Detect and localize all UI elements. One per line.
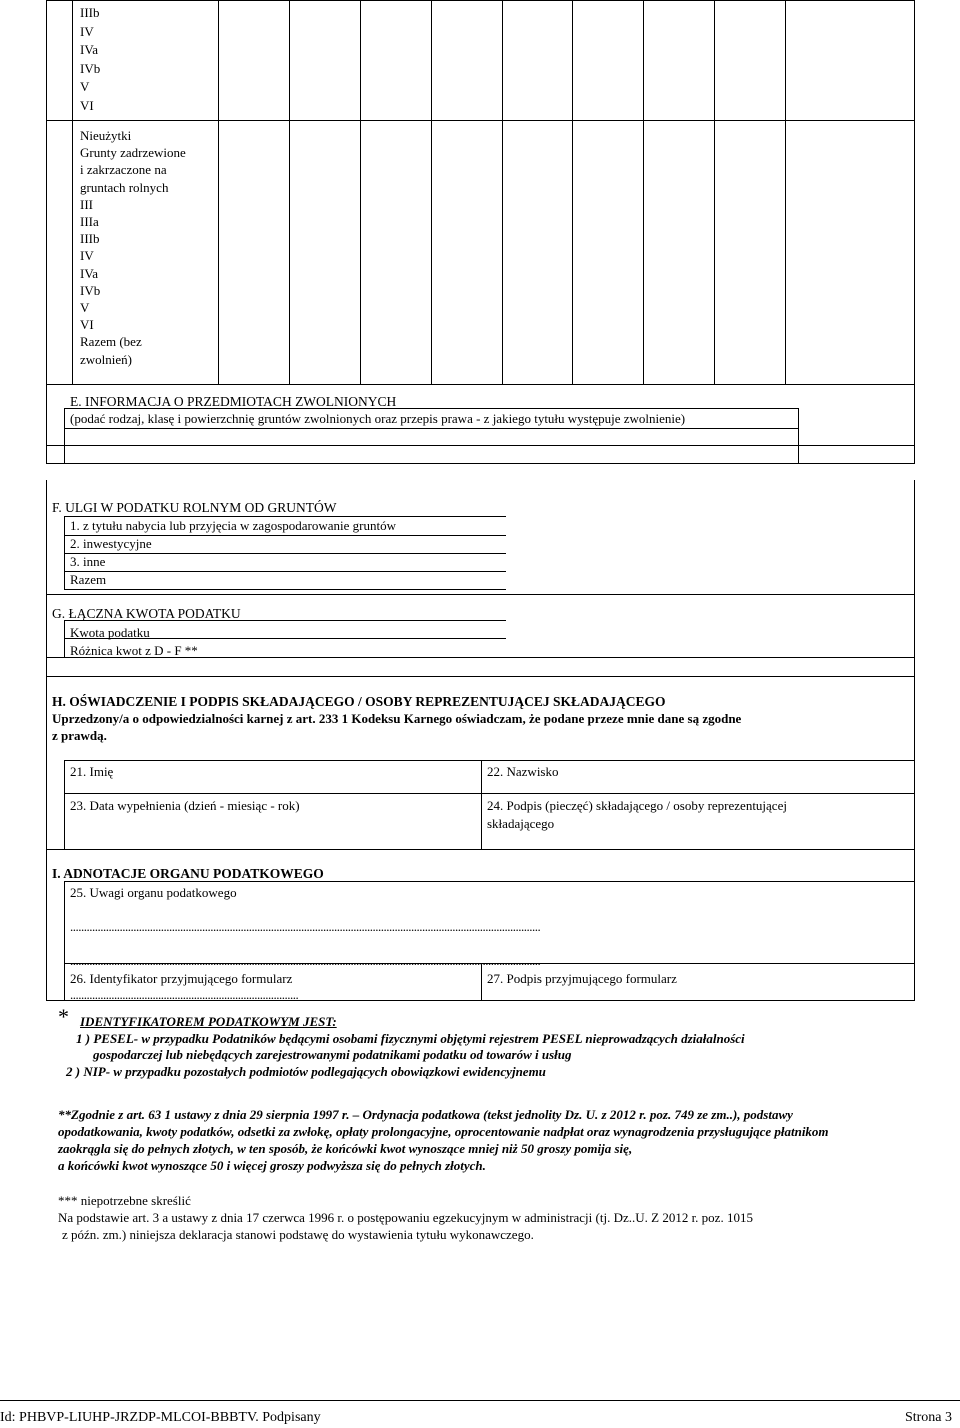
asterisk-mark: * [58, 1004, 69, 1029]
total-label-line: zwolnień) [80, 351, 132, 367]
class-list-1 [80, 4, 100, 115]
section-e-title: E. INFORMACJA O PRZEDMIOTACH ZWOLNIONYCH [70, 394, 397, 409]
dotted-line: ................................................................................... [70, 987, 299, 1002]
class-row: IVb [80, 60, 101, 76]
class-row: IIIb [80, 5, 100, 20]
class-row: IVa [80, 42, 99, 57]
class-list-2 [80, 127, 186, 368]
total-label-line: Razem (bez [80, 334, 142, 350]
class-row: IVa [80, 265, 99, 281]
receiver-signature-field[interactable]: 27. Podpis przyjmującego formularz [487, 971, 677, 986]
tax-amount-label: Kwota podatku [70, 625, 150, 640]
class-row: III [80, 196, 93, 212]
first-name-field[interactable]: 21. Imię [70, 764, 114, 779]
id-title: IDENTYFIKATOREM PODATKOWYM JEST: [80, 1014, 337, 1029]
wooded-label-line: i zakrzaczone na [80, 162, 167, 178]
wooded-label-line: gruntach rolnych [80, 179, 169, 195]
section-f-title: F. ULGI W PODATKU ROLNYM OD GRUNTÓW [52, 500, 337, 515]
wasteland-label: Nieużytki [80, 128, 132, 143]
receiver-id-field[interactable]: 26. Identyfikator przyjmującego formularz [70, 971, 293, 986]
section-i-title: I. ADNOTACJE ORGANU PODATKOWEGO [52, 866, 324, 881]
tax-office-remarks-field[interactable]: 25. Uwagi organu podatkowego [70, 885, 237, 900]
section-e-subtitle: (podać rodzaj, klasę i powierzchnię gruntów zwolnionych oraz przepis prawa - z jakiego tytułu występuje zwolnienie) [70, 411, 686, 426]
tax-difference-label: Różnica kwot z D - F ** [70, 643, 198, 658]
class-row: IV [80, 23, 94, 39]
rounding-note: zaokrągla się do pełnych złotych, w ten sposób, że końcówki kwot wynoszące mniej niż 50 groszy pomija się, [58, 1141, 633, 1156]
relief-item: 1. z tytułu nabycia lub przyjęcia w zagospodarowanie gruntów [70, 518, 396, 533]
relief-item: Razem [70, 572, 107, 587]
rounding-note: opodatkowania, kwoty podatków, odsetki za zwłokę, opłaty prolongacyjne, oprocentowanie nadpłat oraz wynagrodzenia przysługujące płatnikom [58, 1124, 829, 1139]
dotted-line: ........................................................................................................................................................................... [70, 919, 541, 934]
rounding-note: **Zgodnie z art. 63 1 ustawy z dnia 29 sierpnia 1997 r. – Ordynacja podatkowa (tekst jednolity Dz. U. z 2012 r. poz. 749 ze zm..), podstawy [58, 1107, 793, 1122]
statement-text: z prawdą. [52, 728, 107, 743]
legal-basis: Na podstawie art. 3 a ustawy z dnia 17 czerwca 1996 r. o postępowaniu egzekucyjnym w administracji (tj. Dz..U. Z 2012 r. poz. 1015 [58, 1210, 753, 1225]
class-row: VI [80, 97, 94, 113]
wooded-label-line: Grunty zadrzewione [80, 145, 186, 161]
class-row: IIIa [80, 214, 99, 230]
strike-note: *** niepotrzebne skreślić [58, 1193, 191, 1208]
fill-date-field[interactable]: 23. Data wypełnienia (dzień - miesiąc - rok) [70, 798, 300, 813]
id-item: gospodarczej lub niebędących zarejestrowanymi podatnikami podatku od towarów i usług [93, 1047, 572, 1062]
relief-item: 3. inne [70, 554, 106, 569]
class-row: IIIb [80, 231, 100, 247]
page-number: Strona 3 [904, 1410, 952, 1425]
class-row: IV [80, 248, 94, 264]
document-id: Id: PHBVP-LIUHP-JRZDP-MLCOI-BBBTV. Podpisany [0, 1410, 321, 1425]
relief-item: 2. inwestycyjne [70, 536, 152, 551]
section-h-title: H. OŚWIADCZENIE I PODPIS SKŁADAJĄCEGO / OSOBY REPREZENTUJĄCEJ SKŁADAJĄCEGO [52, 694, 666, 709]
id-item: 1 ) PESEL- w przypadku Podatników będącymi osobami fizycznymi objętymi rejestrem PESEL nieprowadzących działalności [76, 1031, 745, 1046]
signature-field[interactable]: 24. Podpis (pieczęć) składającego / osoby reprezentującej [487, 798, 787, 813]
legal-basis: z późn. zm.) niniejsza deklaracja stanowi podstawę do wystawienia tytułu wykonawczego. [62, 1227, 534, 1242]
signature-field-cont: składającego [487, 816, 555, 831]
statement-text: Uprzedzony/a o odpowiedzialności karnej z art. 233 1 Kodeksu Karnego oświadczam, że podane przeze mnie dane są zgodne [52, 711, 742, 726]
last-name-field[interactable]: 22. Nazwisko [487, 764, 559, 779]
class-row: V [80, 300, 90, 316]
id-item: 2 ) NIP- w przypadku pozostałych podmiotów podlegających obowiązkowi ewidencyjnemu [66, 1064, 546, 1079]
footer-rule [0, 1400, 960, 1401]
class-row: VI [80, 317, 94, 333]
section-g-title: G. ŁĄCZNA KWOTA PODATKU [52, 606, 241, 621]
class-row: V [80, 79, 90, 94]
rounding-note: a końcówki kwot wynoszące 50 i więcej groszy podwyższa się do pełnych złotych. [58, 1158, 486, 1173]
dotted-line: ........................................................................................................................................................................... [70, 953, 541, 968]
class-row: IVb [80, 282, 101, 298]
